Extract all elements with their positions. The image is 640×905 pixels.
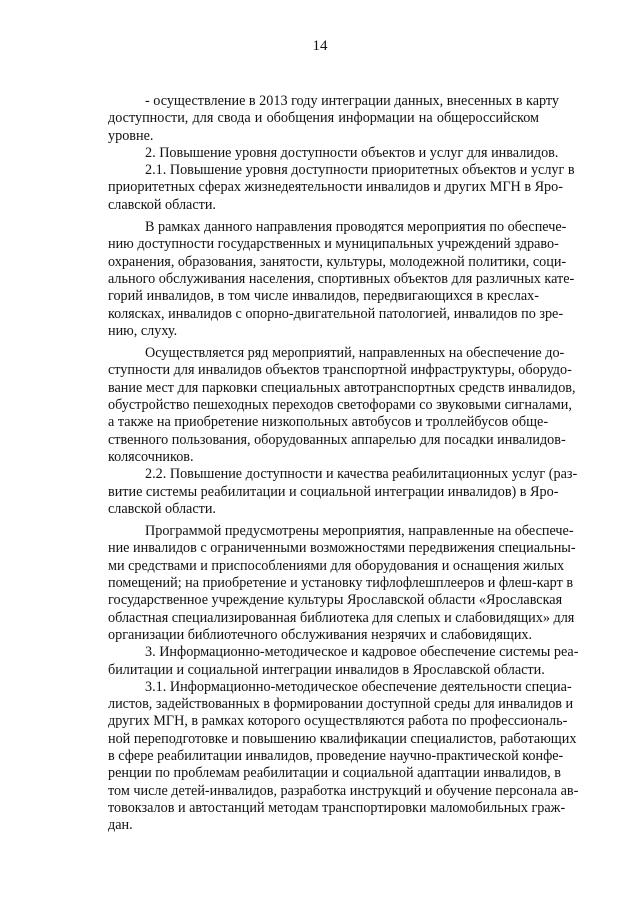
- text-line: горий инвалидов, в том числе инвалидов, передвигающихся в креслах-: [108, 288, 539, 305]
- text-line: листов, задействованных в формировании доступной среды для инвалидов и: [108, 696, 574, 713]
- text-line: ние инвалидов с ограниченными возможностями передвижения специальны-: [108, 540, 576, 557]
- text-line: ального обслуживания населения, спортивных объектов для различных кате-: [108, 270, 575, 287]
- text-line: 2. Повышение уровня доступности объектов и услуг для инвалидов.: [145, 144, 559, 161]
- text-line: областная специализированная библиотека для слепых и слабовидящих» для: [108, 609, 575, 626]
- text-line: 2.1. Повышение уровня доступности приоритетных объектов и услуг в: [145, 162, 575, 179]
- text-line: Осуществляется ряд мероприятий, направленных на обеспечение до-: [145, 345, 565, 362]
- text-line: славской области.: [108, 500, 216, 517]
- text-line: славской области.: [108, 196, 216, 213]
- paragraph-p7: [108, 523, 576, 644]
- text-line: обустройство пешеходных переходов светофорами со звуковыми сигналами,: [108, 397, 572, 414]
- text-line: охранения, образования, занятости, культуры, молодежной политики, соци-: [108, 253, 567, 270]
- paragraph-p9: [108, 678, 579, 835]
- text-line: ной переподготовке и повышению квалификации специалистов, работающих: [108, 730, 577, 747]
- text-line: 3. Информационно-методическое и кадровое обеспечение системы реа-: [145, 644, 579, 661]
- text-line: уровне.: [108, 127, 154, 144]
- text-line: ми средствами и приспособлениями для оборудования и оснащения жилых: [108, 557, 565, 574]
- paragraph-p4: [108, 219, 575, 340]
- text-line: В рамках данного направления проводятся мероприятия по обеспече-: [145, 219, 567, 236]
- text-line: организации библиотечного обслуживания незрячих и слабовидящих.: [108, 626, 533, 643]
- text-line: билитации и социальной интеграции инвалидов в Ярославской области.: [108, 661, 545, 678]
- text-line: помещений; на приобретение и установку тифлофлешплееров и флеш-карт в: [108, 575, 574, 592]
- text-line: других МГН, в рамках которого осуществляются работа по профессиональ-: [108, 713, 568, 730]
- document-body: [108, 93, 579, 834]
- text-line: том числе детей-инвалидов, разработка инструкций и обучение персонала ав-: [108, 782, 579, 799]
- paragraph-p8: [108, 644, 579, 679]
- text-line: витие системы реабилитации и социальной интеграции инвалидов) в Яро-: [108, 483, 559, 500]
- paragraph-p2: [108, 144, 559, 162]
- page-number: 14: [312, 38, 328, 54]
- paragraph-p1: [108, 93, 560, 145]
- text-line: нию, слуху.: [108, 322, 178, 339]
- text-line: 3.1. Информационно-методическое обеспечение деятельности специа-: [145, 678, 572, 695]
- paragraph-p6: [108, 466, 578, 518]
- text-line: колясочников.: [108, 448, 194, 465]
- text-line: колясках, инвалидов с опорно-двигательной патологией, инвалидов по зре-: [108, 305, 564, 322]
- text-line: ренции по проблемам реабилитации и социальной адаптации инвалидов, в: [108, 765, 561, 782]
- text-line: государственное учреждение культуры Ярославской области «Ярославская: [108, 592, 563, 609]
- text-line: ступности для инвалидов объектов транспортной инфраструктуры, оборудо-: [108, 362, 572, 379]
- text-line: а также на приобретение низкопольных автобусов и троллейбусов обще-: [108, 414, 549, 431]
- text-line: ственного пользования, оборудованных аппарелью для посадки инвалидов-: [108, 431, 566, 448]
- text-line: в сфере реабилитации инвалидов, проведение научно-практической конфе-: [108, 747, 564, 764]
- text-line: приоритетных сферах жизнедеятельности инвалидов и других МГН в Яро-: [108, 179, 563, 196]
- text-line: - осуществление в 2013 году интеграции данных, внесенных в карту: [145, 93, 560, 109]
- text-line: дан.: [108, 817, 133, 834]
- text-line: 2.2. Повышение доступности и качества реабилитационных услуг (раз-: [145, 466, 578, 483]
- text-line: доступности, для свода и обобщения информации на общероссийском: [108, 110, 539, 127]
- text-line: нию доступности государственных и муниципальных учреждений здраво-: [108, 236, 559, 253]
- paragraph-p3: [108, 162, 575, 214]
- text-line: Программой предусмотрены мероприятия, направленные на обеспече-: [145, 523, 574, 540]
- text-line: товокзалов и автостанций методам транспортировки маломобильных граж-: [108, 799, 566, 816]
- paragraph-p5: [108, 345, 576, 466]
- text-line: вание мест для парковки специальных автотранспортных средств инвалидов,: [108, 379, 576, 396]
